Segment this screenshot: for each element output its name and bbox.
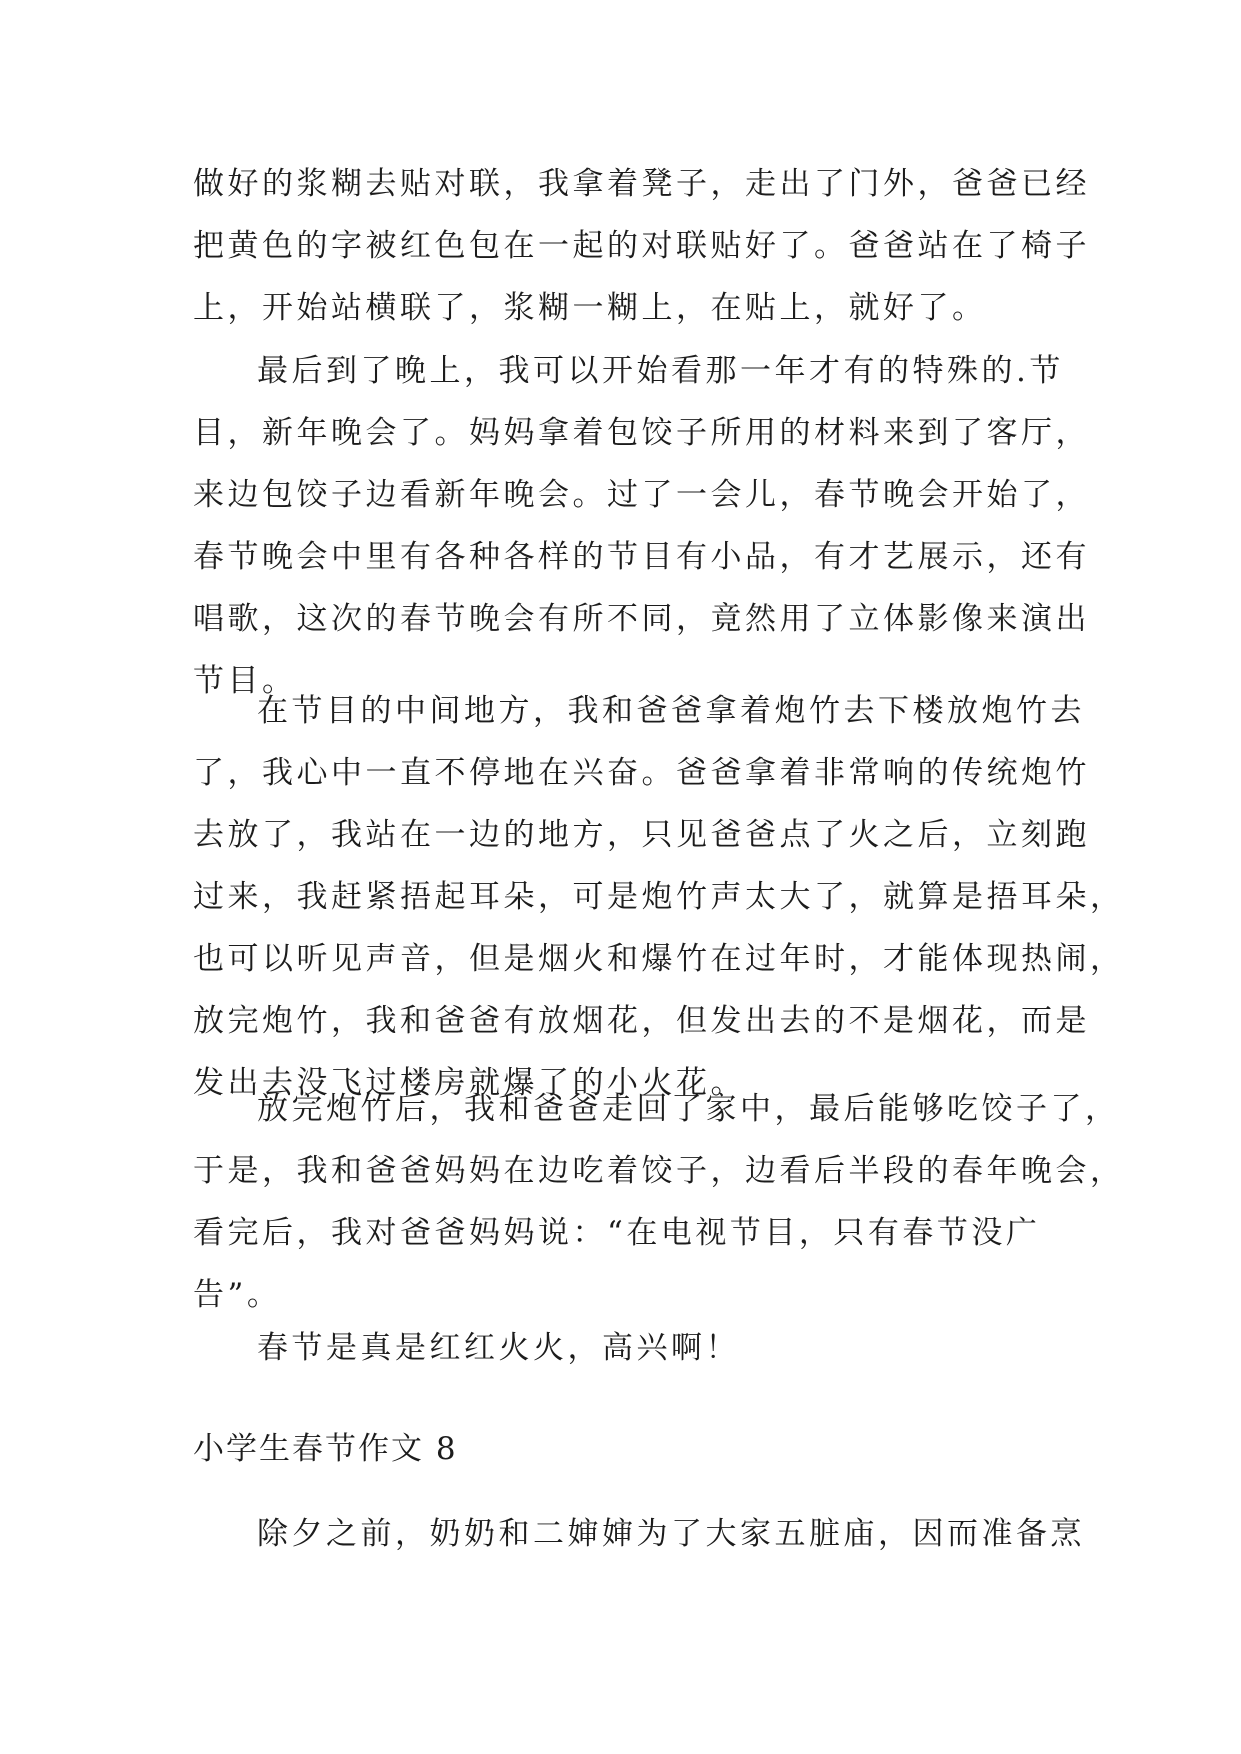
paragraph-1 bbox=[193, 153, 1090, 339]
text-line: 于是，我和爸爸妈妈在边吃着饺子，边看后半段的春年晚会， bbox=[193, 1153, 1125, 1189]
text-line: 在节目的中间地方，我和爸爸拿着炮竹去下楼放炮竹去 bbox=[257, 693, 1085, 729]
text-line: 放完炮竹，我和爸爸有放烟花，但发出去的不是烟花，而是 bbox=[193, 1003, 1090, 1039]
text-line: 也可以听见声音，但是烟火和爆竹在过年时，才能体现热闹， bbox=[193, 941, 1125, 977]
text-line: 了，我心中一直不停地在兴奋。爸爸拿着非常响的传统炮竹 bbox=[193, 755, 1090, 791]
text-line: 上，开始站横联了，浆糊一糊上，在贴上，就好了。 bbox=[193, 290, 987, 326]
text-line: 除夕之前，奶奶和二婶婶为了大家五脏庙，因而准备烹 bbox=[257, 1516, 1085, 1552]
text-line: 节目。 bbox=[193, 663, 297, 699]
text-line: 春节晚会中里有各种各样的节目有小品，有才艺展示，还有 bbox=[193, 539, 1090, 575]
text-line: 春节是真是红红火火，高兴啊！ bbox=[257, 1330, 740, 1366]
section-heading: 小学生春节作文 8 bbox=[193, 1431, 458, 1467]
text-line: 看完后，我对爸爸妈妈说：“在电视节目，只有春节没广 bbox=[193, 1215, 1041, 1251]
text-line: 目，新年晚会了。妈妈拿着包饺子所用的材料来到了客厅， bbox=[193, 415, 1090, 451]
text-line: 唱歌，这次的春节晚会有所不同，竟然用了立体影像来演出 bbox=[193, 601, 1090, 637]
text-line: 来边包饺子边看新年晚会。过了一会儿，春节晚会开始了， bbox=[193, 477, 1090, 513]
text-line: 发出去没飞过楼房就爆了的小火花。 bbox=[193, 1065, 745, 1101]
text-line: 去放了，我站在一边的地方，只见爸爸点了火之后，立刻跑 bbox=[193, 817, 1090, 853]
paragraph-4 bbox=[193, 1078, 1125, 1326]
text-line: 最后到了晚上，我可以开始看那一年才有的特殊的.节 bbox=[257, 353, 1064, 389]
text-line: 放完炮竹后，我和爸爸走回了家中，最后能够吃饺子了， bbox=[257, 1091, 1120, 1127]
text-line: 把黄色的字被红色包在一起的对联贴好了。爸爸站在了椅子 bbox=[193, 228, 1090, 264]
paragraph-6 bbox=[193, 1503, 1085, 1565]
text-line: 过来，我赶紧捂起耳朵，可是炮竹声太大了，就算是捂耳朵， bbox=[193, 879, 1125, 915]
paragraph-2 bbox=[193, 340, 1090, 712]
paragraph-5 bbox=[193, 1317, 1073, 1379]
text-line: 做好的浆糊去贴对联，我拿着凳子，走出了门外，爸爸已经 bbox=[193, 166, 1090, 202]
text-line: 告”。 bbox=[193, 1277, 282, 1313]
paragraph-3 bbox=[193, 680, 1125, 1114]
